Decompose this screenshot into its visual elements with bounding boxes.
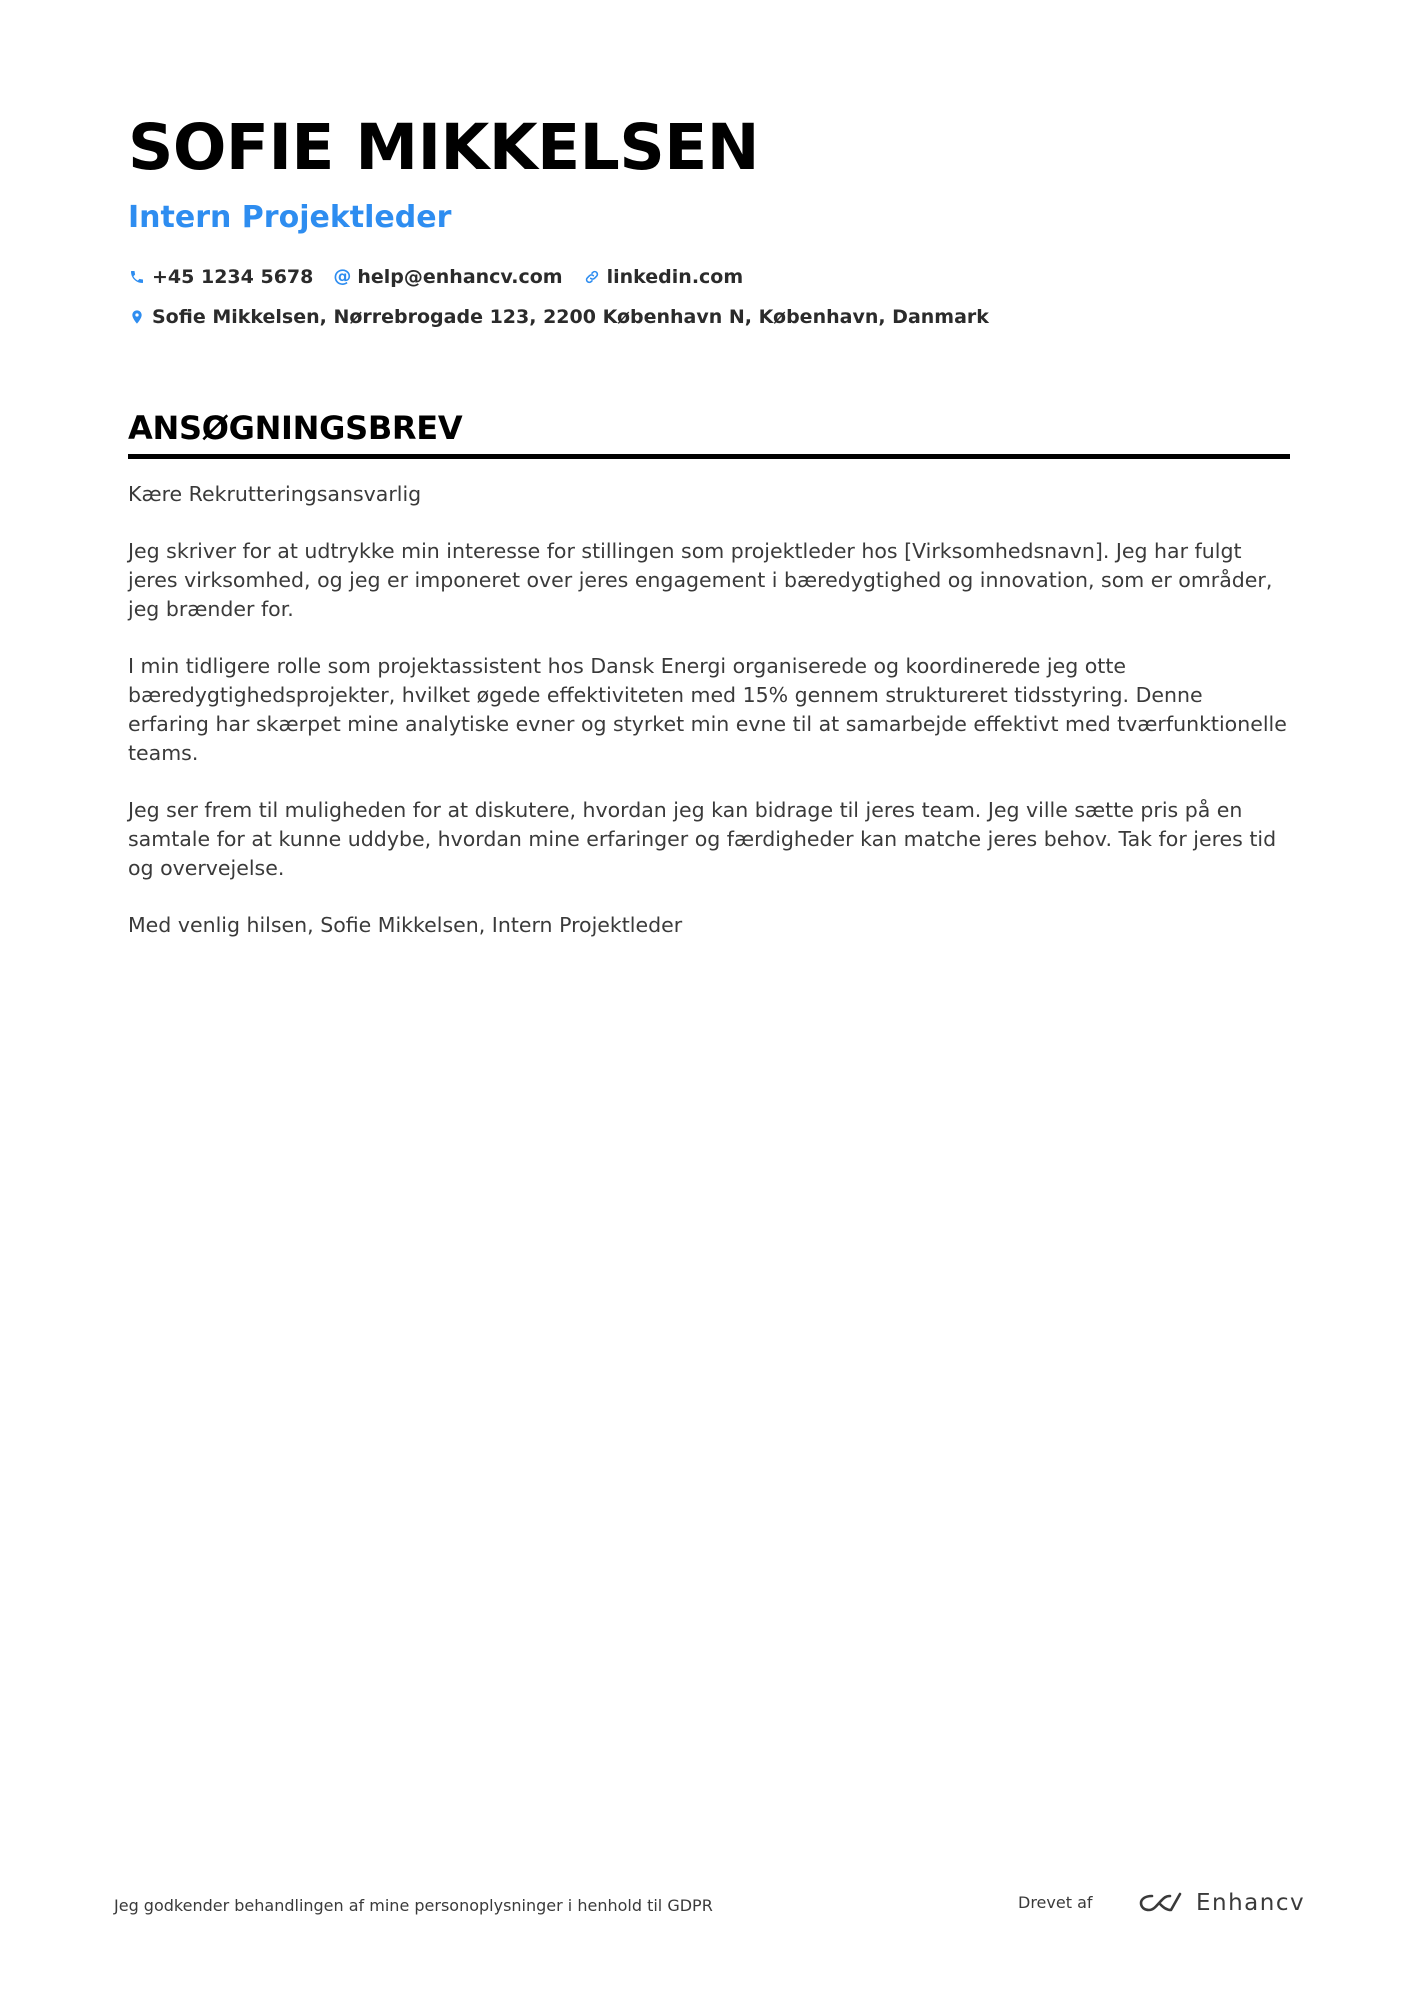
linkedin-text: linkedin.com [606,266,744,288]
job-title: Intern Projektleder [128,200,452,235]
at-glyph: @ [333,266,352,287]
phone-icon [128,267,146,287]
applicant-name: SOFIE MIKKELSEN [128,111,759,184]
location-pin-icon [128,307,146,327]
letter-greeting: Kære Rekrutteringsansvarlig [128,482,422,506]
letter-paragraph: Jeg skriver for at udtrykke min interesse for stillingen som projektleder hos [Virksomhedsnavn]. Jeg har fulgt jeres virksomhed, og jeg er imponeret over jeres engagement i bæredygtighed og innovation, som er områder, jeg brænder for. [128,539,1273,621]
phone-text: +45 1234 5678 [152,266,314,288]
at-icon [333,267,351,287]
enhancv-brand-link[interactable] [1138,1886,1305,1920]
powered-by-label: Drevet af [1018,1893,1093,1912]
address-text: Sofie Mikkelsen, Nørrebrogade 123, 2200 København N, København, Danmark [152,306,989,328]
letter-paragraph: I min tidligere rolle som projektassistent hos Dansk Energi organiserede og koordinerede jeg otte bæredygtighedsprojekter, hvilket øgede effektiviteten med 15% gennem struktureret tidsstyring. Denne erfaring har skærpet mine analytiske evner og styrket min evne til at samarbejde effektivt med tværfunktionelle teams. [128,654,1287,765]
contact-row-address [128,302,1288,332]
letter-paragraph: Jeg ser frem til muligheden for at diskutere, hvordan jeg kan bidrage til jeres team. Jeg ville sætte pris på en samtale for at kunne uddybe, hvordan mine erfaringer og færdigheder kan matche jeres behov. Tak for jeres tid og overvejelse. [128,798,1277,880]
contact-row-primary [128,262,1288,292]
header [128,108,1288,332]
contact-phone[interactable] [128,266,313,288]
cover-letter-section-heading [128,406,1290,459]
letter-closing: Med venlig hilsen, Sofie Mikkelsen, Intern Projektleder [128,913,683,937]
contact-address [128,306,989,328]
letter-body [128,480,1290,968]
section-title: ANSØGNINGSBREV [128,409,463,447]
section-divider [128,454,1290,459]
enhancv-logo-icon [1138,1890,1188,1916]
email-text: help@enhancv.com [357,266,563,288]
link-icon [583,267,601,287]
contact-linkedin[interactable] [583,266,744,288]
footer [0,1880,1410,1940]
gdpr-consent-text: Jeg godkender behandlingen af mine personoplysninger i henhold til GDPR [114,1896,713,1915]
contact-email[interactable] [333,266,562,288]
brand-name: Enhancv [1196,1890,1306,1916]
